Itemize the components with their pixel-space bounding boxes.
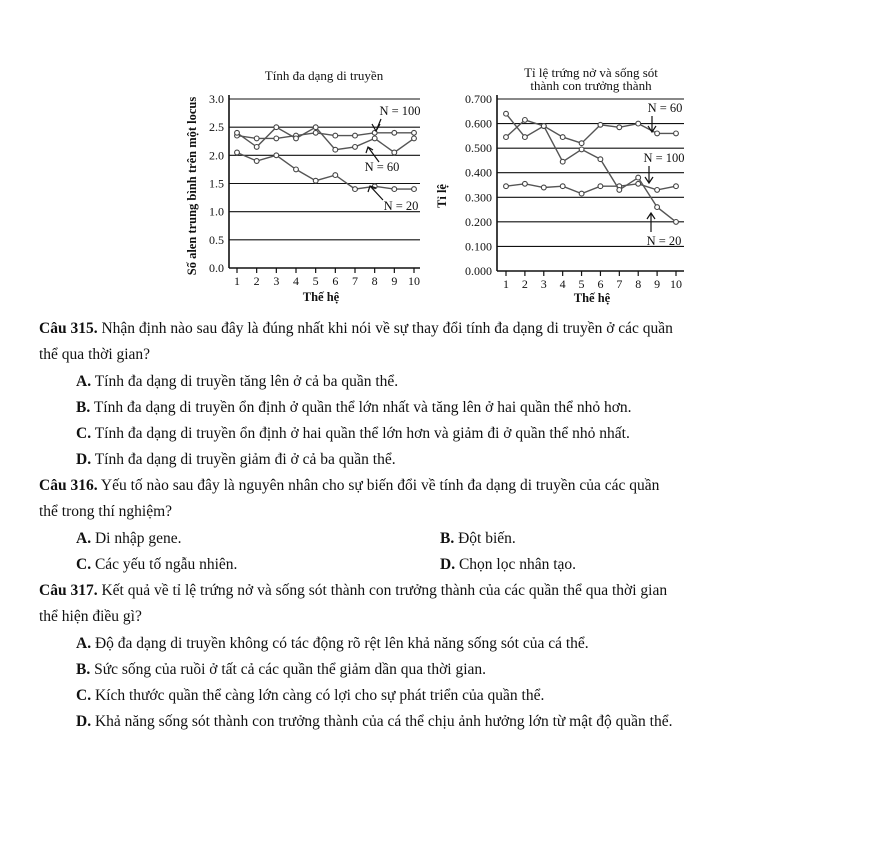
data-point: [333, 147, 338, 152]
chart-survival-rate: [435, 65, 685, 305]
data-point: [392, 130, 397, 135]
data-point: [412, 187, 417, 192]
data-point: [504, 135, 509, 140]
data-point: [353, 187, 358, 192]
chart1-label-n20: N = 20: [383, 199, 419, 213]
option-text: Tính đa dạng di truyền ổn định ở quần thể lớn nhất và tăng lên ở hai quần thể nhỏ hơn.: [93, 399, 632, 416]
x-tick-label: 3: [273, 274, 280, 288]
data-point: [579, 191, 584, 196]
chart1-ylabel: Số alen trung bình trên một locus: [185, 96, 199, 276]
chart2-label-n20: N = 20: [646, 234, 682, 248]
option-label: A.: [76, 530, 92, 547]
option-316-a[interactable]: [76, 528, 440, 549]
question-317: [39, 580, 849, 601]
x-tick-label: 9: [654, 277, 661, 291]
question-text-cont: thể hiện điều gì?: [39, 608, 142, 625]
y-tick-label: 1.5: [209, 176, 224, 191]
data-point: [636, 121, 641, 126]
data-point: [636, 175, 641, 180]
chart2-y-ticks: [465, 92, 492, 278]
data-point: [333, 133, 338, 138]
y-tick-label: 0.500: [465, 141, 492, 156]
data-point: [655, 131, 660, 136]
option-315-d[interactable]: [76, 449, 849, 470]
data-point: [392, 150, 397, 155]
data-point: [274, 153, 279, 158]
question-number: Câu 315.: [39, 320, 98, 337]
y-tick-label: 0.200: [465, 214, 492, 229]
option-label: B.: [440, 530, 455, 547]
data-point: [674, 131, 679, 136]
y-tick-label: 2.0: [209, 148, 224, 163]
question-number: Câu 317.: [39, 582, 98, 599]
option-text: Đột biến.: [458, 530, 516, 547]
data-point: [560, 184, 565, 189]
chart1-arrow-n100: [372, 119, 381, 131]
chart1-gridlines: [229, 95, 420, 268]
chart2-x-ticks: [503, 271, 682, 291]
option-317-b[interactable]: [76, 659, 849, 680]
chart2-label-n100: N = 100: [643, 151, 685, 165]
x-tick-label: 5: [578, 277, 585, 291]
data-point: [274, 125, 279, 130]
chart2-label-n60: N = 60: [647, 101, 683, 115]
x-tick-label: 3: [540, 277, 547, 291]
option-315-c[interactable]: [76, 423, 849, 444]
question-number: Câu 316.: [39, 477, 98, 494]
x-tick-label: 6: [332, 274, 339, 288]
x-tick-label: 6: [597, 277, 604, 291]
question-text: Yếu tố nào sau đây là nguyên nhân cho sự biến đổi về tính đa dạng di truyền của các quần: [100, 477, 660, 494]
data-point: [598, 157, 603, 162]
data-point: [523, 118, 528, 123]
x-tick-label: 4: [559, 277, 566, 291]
y-tick-label: 0.400: [465, 165, 492, 180]
y-tick-label: 0.000: [465, 264, 492, 278]
x-tick-label: 9: [391, 274, 398, 288]
option-316-c[interactable]: [76, 554, 440, 575]
data-point: [504, 111, 509, 116]
data-point: [353, 145, 358, 150]
x-tick-label: 7: [616, 277, 623, 291]
option-label: D.: [76, 451, 92, 468]
y-tick-label: 0.0: [209, 261, 224, 275]
question-text: Kết quả về tỉ lệ trứng nở và sống sót thành con trưởng thành của các quần thể qua thời gian: [101, 582, 668, 599]
chart2-title: Tỉ lệ trứng nở và sống sót: [524, 65, 658, 80]
option-label: C.: [76, 687, 92, 704]
y-tick-label: 3.0: [209, 92, 224, 106]
data-point: [294, 136, 299, 141]
option-label: D.: [440, 556, 456, 573]
x-tick-label: 1: [503, 277, 509, 291]
chart2-title-line2: thành con trưởng thành: [530, 78, 652, 93]
option-text: Tính đa dạng di truyền ổn định ở hai quần thể lớn hơn và giảm đi ở quần thể nhỏ nhất.: [94, 425, 630, 442]
x-tick-label: 2: [521, 277, 528, 291]
y-tick-label: 2.5: [209, 120, 224, 135]
data-point: [579, 147, 584, 152]
y-tick-label: 0.600: [465, 116, 492, 131]
option-label: A.: [76, 635, 92, 652]
option-317-d[interactable]: [76, 711, 849, 732]
chart2-ylabel: Tỉ lệ: [435, 184, 449, 208]
option-label: A.: [76, 373, 92, 390]
option-text: Sức sống của ruồi ở tất cả các quần thể giảm dần qua thời gian.: [94, 661, 487, 678]
data-point: [579, 141, 584, 146]
data-point: [504, 184, 509, 189]
chart1-y-ticks: [209, 92, 224, 275]
x-tick-label: 7: [352, 274, 358, 288]
data-point: [333, 173, 338, 178]
option-label: C.: [76, 425, 92, 442]
data-point: [655, 205, 660, 210]
option-text: Độ đa dạng di truyền không có tác động rõ rệt lên khả năng sống sót của cá thể.: [94, 635, 589, 652]
chart1-series: [235, 125, 417, 192]
data-point: [235, 150, 240, 155]
data-point: [617, 188, 622, 193]
data-point: [560, 159, 565, 164]
chart1-title: Tính đa dạng di truyền: [264, 68, 384, 83]
option-315-a[interactable]: [76, 371, 849, 392]
questions-block: [39, 318, 849, 737]
y-tick-label: 1.0: [209, 204, 224, 219]
data-point: [294, 167, 299, 172]
x-tick-label: 10: [408, 274, 420, 288]
series-line-1: [506, 184, 676, 194]
data-point: [523, 181, 528, 186]
data-point: [674, 220, 679, 225]
data-point: [392, 187, 397, 192]
y-tick-label: 0.700: [465, 92, 492, 106]
option-317-a[interactable]: [76, 633, 849, 654]
data-point: [235, 130, 240, 135]
data-point: [313, 125, 318, 130]
chart1-label-n60: N = 60: [364, 160, 400, 174]
x-tick-label: 8: [635, 277, 642, 291]
y-tick-label: 0.5: [209, 232, 224, 247]
option-315-b[interactable]: [76, 397, 849, 418]
data-point: [313, 130, 318, 135]
data-point: [412, 130, 417, 135]
x-tick-label: 1: [234, 274, 240, 288]
x-tick-label: 8: [371, 274, 378, 288]
x-tick-label: 4: [293, 274, 299, 288]
data-point: [372, 136, 377, 141]
data-point: [313, 178, 318, 183]
chart1-x-ticks: [234, 268, 420, 288]
question-text-cont: thể qua thời gian?: [39, 346, 151, 363]
option-text: Di nhập gene.: [94, 530, 182, 547]
series-line-1: [237, 127, 414, 152]
option-label: D.: [76, 713, 92, 730]
data-point: [560, 135, 565, 140]
chart2-xlabel: Thế hệ: [573, 291, 611, 305]
question-text: Nhận định nào sau đây là đúng nhất khi nói về sự thay đổi tính đa dạng di truyền ở các quần: [101, 320, 673, 337]
data-point: [674, 184, 679, 189]
data-point: [636, 181, 641, 186]
option-317-c[interactable]: [76, 685, 849, 706]
option-text: Khả năng sống sót thành con trưởng thành của cá thể chịu ảnh hưởng lớn từ mật độ quần thể.: [94, 713, 673, 730]
options-row: [76, 554, 849, 575]
chart1-annotations: [365, 104, 421, 213]
data-point: [254, 159, 259, 164]
data-point: [617, 125, 622, 130]
data-point: [541, 185, 546, 190]
option-label: C.: [76, 556, 92, 573]
chart1-label-n100: N = 100: [379, 104, 421, 118]
option-text: Kích thước quần thể càng lớn càng có lợi cho sự phát triển của quần thể.: [94, 687, 545, 704]
data-point: [254, 145, 259, 150]
chart2-arrow-n100: [645, 166, 653, 183]
option-label: B.: [76, 661, 91, 678]
chart1-arrow-n20: [368, 186, 383, 200]
option-label: B.: [76, 399, 91, 416]
option-text: Tính đa dạng di truyền tăng lên ở cả ba quần thể.: [94, 373, 399, 390]
question-315: [39, 318, 849, 339]
data-point: [523, 135, 528, 140]
chart-genetic-diversity: [185, 68, 421, 304]
x-tick-label: 5: [312, 274, 319, 288]
question-316: [39, 475, 849, 496]
option-text: Chọn lọc nhân tạo.: [458, 556, 577, 573]
option-316-b[interactable]: [440, 528, 804, 549]
data-point: [353, 133, 358, 138]
chart2-arrow-n20: [647, 213, 655, 232]
option-text: Các yếu tố ngẫu nhiên.: [94, 556, 238, 573]
data-point: [412, 136, 417, 141]
question-text-cont: thể trong thí nghiệm?: [39, 503, 173, 520]
chart1-xlabel: Thế hệ: [302, 290, 340, 304]
options-row: [76, 528, 849, 549]
data-point: [254, 136, 259, 141]
data-point: [541, 124, 546, 129]
y-tick-label: 0.100: [465, 239, 492, 254]
data-point: [598, 184, 603, 189]
x-tick-label: 10: [670, 277, 682, 291]
data-point: [655, 188, 660, 193]
figure-charts: [0, 0, 885, 310]
option-text: Tính đa dạng di truyền giảm đi ở cả ba quần thể.: [94, 451, 396, 468]
option-316-d[interactable]: [440, 554, 804, 575]
y-tick-label: 0.300: [465, 190, 492, 205]
data-point: [274, 136, 279, 141]
x-tick-label: 2: [253, 274, 260, 288]
data-point: [598, 122, 603, 127]
